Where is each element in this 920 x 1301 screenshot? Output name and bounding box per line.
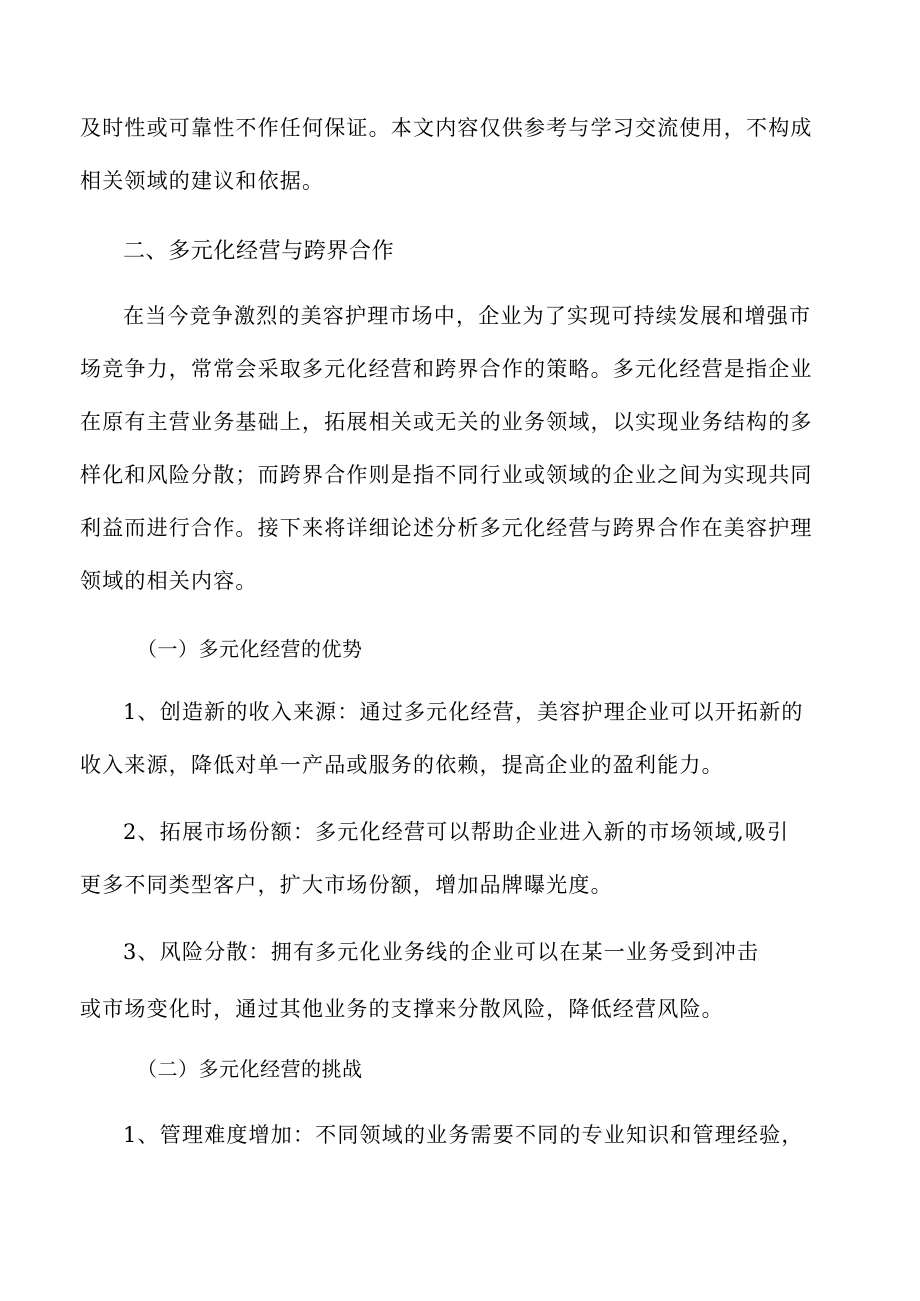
intro-paragraph-line: 及时性或可靠性不作任何保证。本文内容仅供参考与学习交流使用，不构成 — [80, 116, 813, 140]
challenge-line: 1、管理难度增加：不同领域的业务需要不同的专业知识和管理经验， — [123, 1123, 804, 1147]
section-paragraph-line: 领域的相关内容。 — [80, 569, 258, 593]
subsection-title: （一）多元化经营的优势 — [137, 637, 363, 661]
section-paragraph-line: 利益而进行合作。接下来将详细论述分析多元化经营与跨界合作在美容护理 — [80, 516, 813, 540]
advantage-line: 收入来源，降低对单一产品或服务的依赖，提高企业的盈利能力。 — [80, 753, 724, 777]
advantage-line: 3、风险分散：拥有多元化业务线的企业可以在某一业务受到冲击 — [123, 940, 760, 964]
advantage-line: 或市场变化时，通过其他业务的支撑来分散风险，降低经营风险。 — [80, 997, 724, 1021]
intro-paragraph-line: 相关领域的建议和依据。 — [80, 169, 325, 193]
advantage-line: 1、创造新的收入来源：通过多元化经营，美容护理企业可以开拓新的 — [123, 700, 804, 724]
advantage-line: 更多不同类型客户，扩大市场份额，增加品牌曝光度。 — [80, 873, 613, 897]
section-paragraph-line: 在原有主营业务基础上，拓展相关或无关的业务领域，以实现业务结构的多 — [80, 410, 813, 434]
subsection-title: （二）多元化经营的挑战 — [137, 1057, 363, 1081]
section-title: 二、多元化经营与跨界合作 — [123, 239, 395, 264]
section-paragraph-line: 在当今竞争激烈的美容护理市场中，企业为了实现可持续发展和增强市 — [123, 304, 812, 328]
section-paragraph-line: 场竞争力，常常会采取多元化经营和跨界合作的策略。多元化经营是指企业 — [80, 357, 813, 381]
advantage-line: 2、拓展市场份额：多元化经营可以帮助企业进入新的市场领域,吸引 — [123, 820, 790, 844]
section-paragraph-line: 样化和风险分散；而跨界合作则是指不同行业或领域的企业之间为实现共同 — [80, 463, 813, 487]
